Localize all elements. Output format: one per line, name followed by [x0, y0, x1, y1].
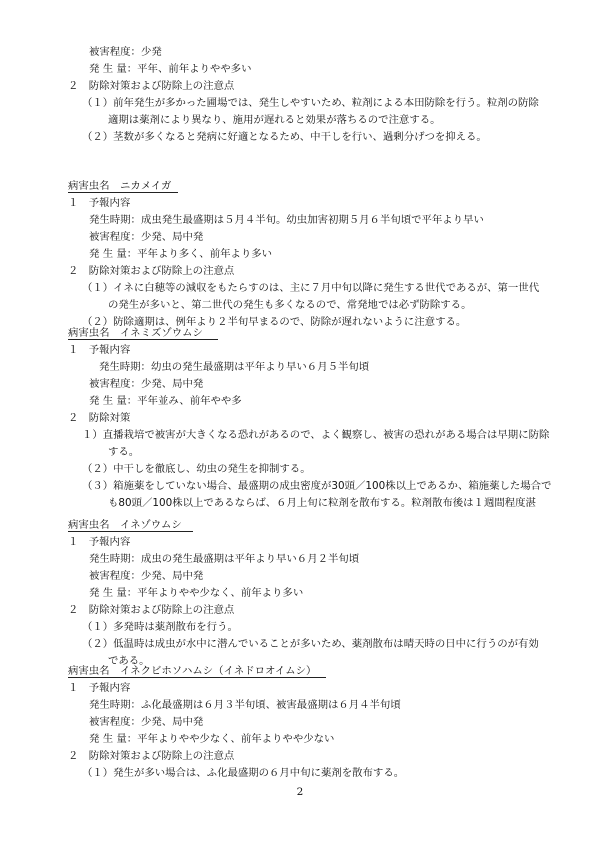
page-number: 2 — [296, 786, 304, 798]
damage-level: 被害程度：少発、局中発 — [89, 231, 204, 243]
measures-heading: ２ 防除対策および防除上の注意点 — [68, 265, 235, 277]
measure-item-1: （１）多発時は薬剤散布を行う。 — [82, 621, 238, 633]
forecast-heading: １ 予報内容 — [68, 344, 131, 356]
intro-measure-1: （１）前年発生が多かった圃場では、発生しやすいため、粒剤による本田防除を行う。粒剤の防除 — [82, 97, 539, 109]
occurrence-period: 発生時期：成虫の発生最盛期は平年より早い６月２半旬頃 — [89, 553, 360, 565]
occurrence-amount: 発 生 量：平年より多く、前年より多い — [89, 248, 273, 260]
measures-heading: ２ 防除対策および防除上の注意点 — [68, 750, 235, 762]
measure-item-1-cont: する。 — [108, 446, 140, 458]
measure-item-1: （１）発生が多い場合は、ふ化最盛期の６月中旬に薬剤を散布する。 — [82, 767, 405, 779]
forecast-heading: １ 予報内容 — [68, 682, 131, 694]
occurrence-amount: 発 生 量：平年よりやや少なく、前年よりやや少ない — [89, 733, 335, 745]
section-heading-inemizuzoumushi: 病害虫名 イネミズゾウムシ — [68, 327, 218, 340]
measures-heading: ２ 防除対策および防除上の注意点 — [68, 604, 235, 616]
intro-occurrence-amount: 発 生 量：平年、前年よりやや多い — [89, 63, 252, 75]
measure-item-3: （３）箱施薬をしていない場合、最盛期の成虫密度が30頭／100株以上であるか、箱施薬した場合で — [82, 480, 552, 492]
measure-item-1: １）直播栽培で被害が大きくなる恐れがあるので、よく観察し、被害の恐れがある場合は早期に防除 — [82, 429, 550, 441]
measure-item-2-cont: である。 — [108, 655, 150, 667]
measure-item-2: （２）防除適期は、例年より２半旬早まるので、防除が遅れないように注意する。 — [82, 316, 467, 328]
damage-level: 被害程度：少発、局中発 — [89, 716, 204, 728]
section-heading-nikameiga: 病害虫名 ニカメイガ — [68, 180, 178, 193]
measures-heading: ２ 防除対策 — [68, 412, 131, 424]
section-heading-inezoumushi: 病害虫名 イネゾウムシ — [68, 519, 193, 532]
intro-damage-level: 被害程度：少発 — [89, 46, 162, 58]
measure-item-1: （１）イネに白穂等の減収をもたらすのは、主に７月中旬以降に発生する世代であるが、第一世代 — [82, 282, 540, 294]
measure-item-2: （２）低温時は成虫が水中に潜んでいることが多いため、薬剤散布は晴天時の日中に行うのが有効 — [82, 638, 539, 650]
forecast-heading: １ 予報内容 — [68, 197, 131, 209]
occurrence-amount: 発 生 量：平年並み、前年やや多 — [89, 395, 242, 407]
occurrence-amount: 発 生 量：平年よりやや少なく、前年より多い — [89, 587, 304, 599]
damage-level: 被害程度：少発、局中発 — [89, 570, 204, 582]
measure-item-1-cont: の発生が多いと、第二世代の発生も多くなるので、常発地では必ず防除する。 — [108, 299, 472, 311]
intro-measures-heading: ２ 防除対策および防除上の注意点 — [68, 80, 235, 92]
intro-measure-1-cont: 適期は薬剤により異なり、施用が遅れると効果が落ちるので注意する。 — [108, 114, 441, 126]
occurrence-period: 発生時期：成虫発生最盛期は５月４半旬。幼虫加害初期５月６半旬頃で平年より早い — [89, 214, 484, 226]
occurrence-period: 発生時期：幼虫の発生最盛期は平年より早い６月５半旬頃 — [99, 361, 370, 373]
damage-level: 被害程度：少発、局中発 — [89, 378, 204, 390]
section-heading-inekubihosohamushi: 病害虫名 イネクビホソハムシ（イネドロオイムシ） — [68, 665, 326, 678]
occurrence-period: 発生時期：ふ化最盛期は６月３半旬頃、被害最盛期は６月４半旬頃 — [89, 699, 401, 711]
forecast-heading: １ 予報内容 — [68, 536, 131, 548]
intro-measure-2: （２）茎数が多くなると発病に好適となるため、中干しを行い、過剰分げつを抑える。 — [82, 131, 487, 143]
measure-item-2: （２）中干しを徹底し、幼虫の発生を抑制する。 — [82, 463, 311, 475]
measure-item-3-cont: も80頭／100株以上であるならば、６月上旬に粒剤を散布する。粒剤散布後は１週間程度湛 — [108, 497, 536, 509]
